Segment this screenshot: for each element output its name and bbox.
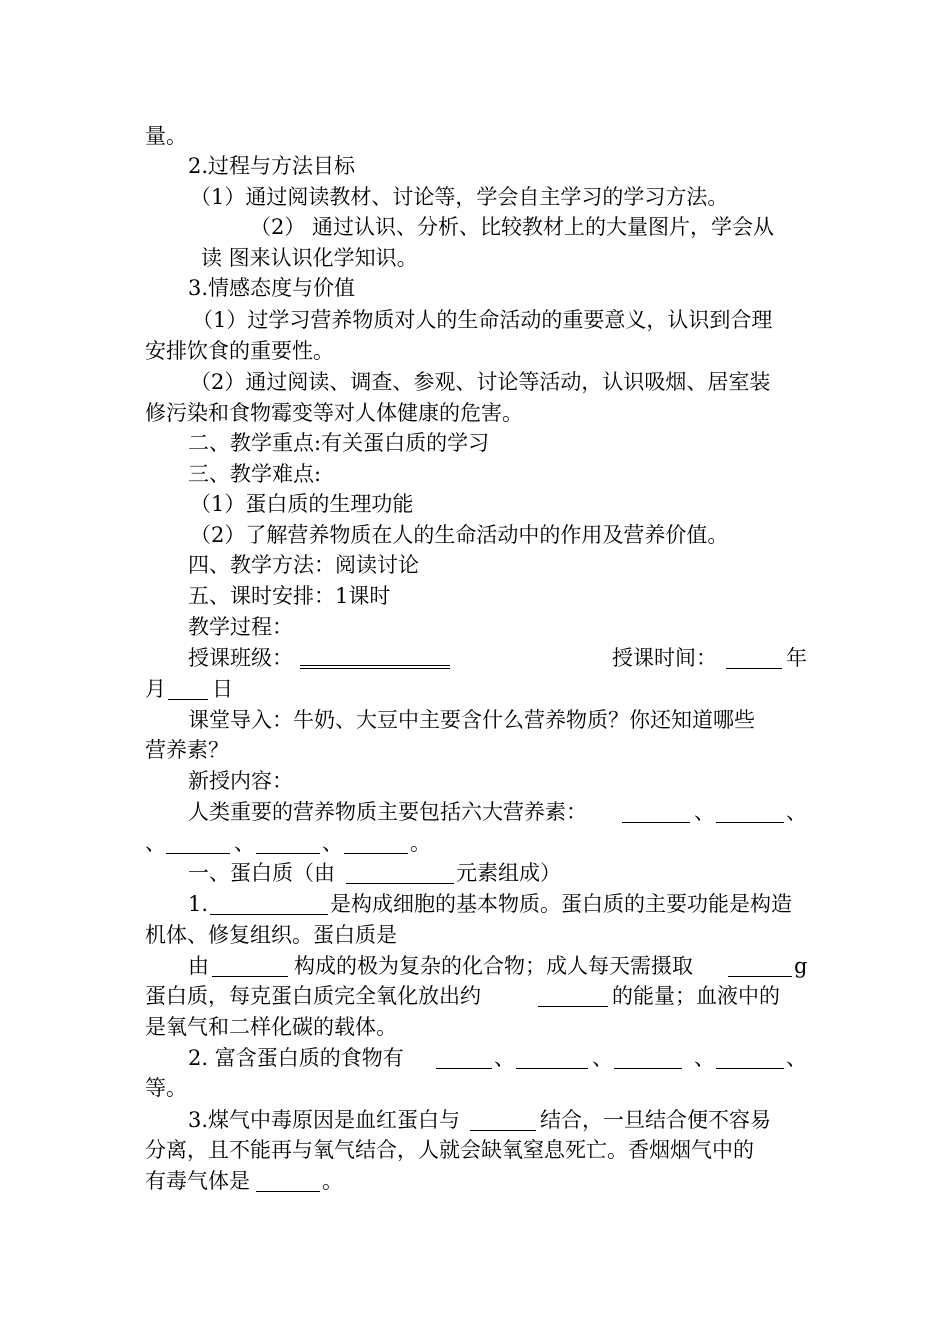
- text: 月: [145, 677, 166, 701]
- text: 营养素？: [145, 738, 229, 762]
- text-line: [0, 643, 950, 673]
- text: 、: [592, 1046, 613, 1070]
- text: 1.: [188, 892, 209, 916]
- section-heading: [0, 550, 950, 580]
- text-line: [0, 766, 950, 796]
- answer-blank[interactable]: [716, 797, 784, 827]
- text: 二、教学重点:有关蛋白质的学习: [188, 431, 490, 455]
- text: 的能量；血液中的: [612, 984, 780, 1008]
- text: 等。: [145, 1076, 187, 1100]
- text: 、: [694, 1046, 715, 1070]
- text-line: [0, 212, 950, 242]
- text: 修污染和食物霉变等对人体健康的危害。: [145, 401, 523, 425]
- text: 、: [322, 831, 343, 855]
- text-line: [0, 1166, 950, 1196]
- text-line: [0, 1105, 950, 1135]
- text: 是构成细胞的基本物质。蛋白质的主要功能是构造: [330, 892, 792, 916]
- text-line: [0, 243, 950, 273]
- text: 、: [786, 800, 807, 824]
- text-line: [0, 121, 950, 151]
- answer-blank[interactable]: [726, 643, 782, 673]
- text: 机体、修复组织。蛋白质是: [145, 923, 397, 947]
- text: 课堂导入：牛奶、大豆中主要含什么营养物质？你还知道哪些: [188, 708, 755, 732]
- answer-blank[interactable]: [538, 981, 608, 1011]
- text: 。: [410, 831, 431, 855]
- text: （2）了解营养物质在人的生命活动中的作用及营养价值。: [190, 523, 729, 547]
- text-line: [0, 981, 950, 1011]
- section-heading: [0, 151, 950, 181]
- section-heading: [0, 581, 950, 611]
- answer-blank[interactable]: [344, 828, 408, 858]
- text-line: [0, 1043, 950, 1073]
- text: 一、蛋白质（由: [188, 861, 335, 885]
- text-line: [0, 612, 950, 642]
- answer-blank[interactable]: [168, 674, 208, 704]
- text: 安排饮食的重要性。: [145, 339, 334, 363]
- text-line: [0, 951, 950, 981]
- text-line: [0, 1135, 950, 1165]
- text: 由: [188, 954, 209, 978]
- text: 授课时间：: [612, 646, 717, 670]
- text: 结合，一旦结合便不容易: [540, 1108, 771, 1132]
- text: 、: [786, 1046, 807, 1070]
- answer-blank[interactable]: [256, 828, 320, 858]
- text: 、: [145, 831, 166, 855]
- text: （1）蛋白质的生理功能: [190, 492, 414, 516]
- answer-blank[interactable]: [516, 1043, 588, 1073]
- text: 年: [786, 646, 807, 670]
- text: 3.情感态度与价值: [188, 276, 356, 300]
- section-heading: [0, 459, 950, 489]
- text: 2.过程与方法目标: [188, 154, 356, 178]
- answer-blank[interactable]: [436, 1043, 492, 1073]
- section-heading: [0, 428, 950, 458]
- text-line: [0, 1073, 950, 1103]
- answer-blank[interactable]: [346, 858, 454, 888]
- section-heading: [0, 273, 950, 303]
- answer-blank[interactable]: [212, 951, 288, 981]
- answer-blank[interactable]: [210, 889, 328, 919]
- text: 三、教学难点:: [188, 462, 322, 486]
- text-line: [0, 705, 950, 735]
- text-line: [0, 674, 950, 704]
- text: 3.煤气中毒原因是血红蛋白与: [188, 1108, 461, 1132]
- text: 人类重要的营养物质主要包括六大营养素：: [188, 800, 587, 824]
- text-line: [0, 305, 950, 335]
- text-line: [0, 336, 950, 366]
- text-line: [0, 489, 950, 519]
- text: 。: [322, 1169, 343, 1193]
- text-line: [0, 182, 950, 212]
- text: 元素组成）: [456, 861, 561, 885]
- text: 四、教学方法：阅读讨论: [188, 553, 419, 577]
- text: 授课班级：: [188, 646, 293, 670]
- text: 、: [494, 1046, 515, 1070]
- section-heading: [0, 858, 950, 888]
- text: 新授内容：: [188, 769, 293, 793]
- text-line: [0, 735, 950, 765]
- answer-blank[interactable]: [300, 643, 450, 666]
- text: 分离，且不能再与氧气结合，人就会缺氧窒息死亡。香烟烟气中的: [145, 1138, 754, 1162]
- text-line: [0, 1012, 950, 1042]
- answer-blank[interactable]: [728, 951, 792, 981]
- answer-blank[interactable]: [256, 1166, 320, 1196]
- text: 是氧气和二样化碳的载体。: [145, 1015, 397, 1039]
- text: 、: [694, 800, 715, 824]
- text: 读 图来认识化学知识。: [201, 246, 418, 270]
- text: 五、课时安排：1课时: [188, 584, 391, 608]
- text: 、: [234, 831, 255, 855]
- text: 有毒气体是: [145, 1169, 250, 1193]
- text: 蛋白质，每克蛋白质完全氧化放出约: [145, 984, 481, 1008]
- text-line: [0, 920, 950, 950]
- text: （1）通过阅读教材、讨论等，学会自主学习的学习方法。: [190, 185, 729, 209]
- text: 日: [212, 677, 233, 701]
- answer-blank[interactable]: [166, 828, 230, 858]
- text: （2） 通过认识、分析、比较教材上的大量图片，学会从: [250, 215, 775, 239]
- text: 构成的极为复杂的化合物；成人每天需摄取: [294, 954, 693, 978]
- text-line: [0, 520, 950, 550]
- text: （2）通过阅读、调查、参观、讨论等活动，认识吸烟、居室装: [190, 370, 771, 394]
- text: （1）过学习营养物质对人的生命活动的重要意义，认识到合理: [192, 308, 773, 332]
- text-line: [0, 889, 950, 919]
- text: g: [794, 954, 808, 978]
- answer-blank[interactable]: [614, 1043, 682, 1073]
- text: 量。: [145, 124, 187, 148]
- answer-blank[interactable]: [622, 797, 690, 827]
- text-line: [0, 398, 950, 428]
- answer-blank[interactable]: [716, 1043, 784, 1073]
- text: 教学过程：: [188, 615, 293, 639]
- text: 2. 富含蛋白质的食物有: [188, 1046, 404, 1070]
- text-line: [0, 367, 950, 397]
- answer-blank[interactable]: [470, 1105, 536, 1135]
- text-line: [0, 797, 950, 827]
- text-line: [0, 828, 950, 858]
